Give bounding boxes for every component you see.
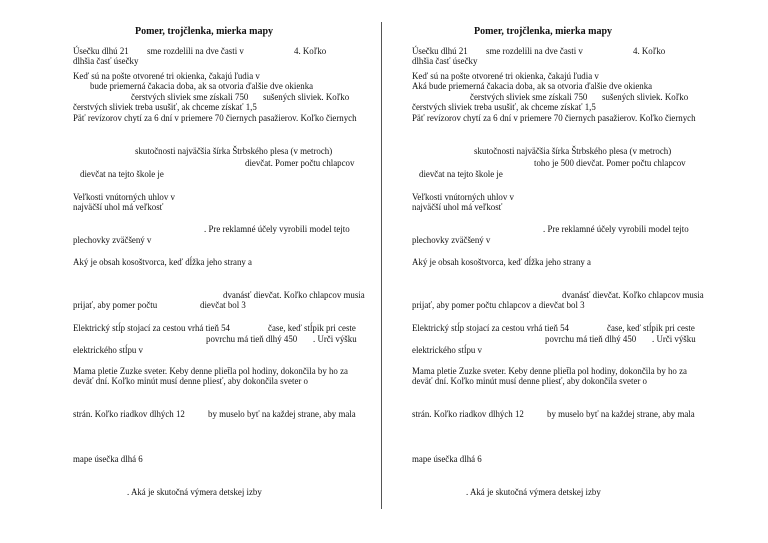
text-line: Úsečku dlhú 21 — [412, 46, 468, 56]
text-line: Veľkosti vnútorných uhlov v — [73, 192, 175, 202]
page-divider — [381, 22, 382, 509]
text-line: povrchu má tieň dlhý 450 — [545, 334, 637, 344]
text-line: Mama pletie Zuzke sveter. Keby denne pliet̄la pol hodiny, dokončila by ho za — [73, 366, 348, 376]
text-line: mape úsečka dlhá 6 — [73, 454, 143, 464]
text-line: dievčat. Pomer počtu chlapcov — [245, 158, 355, 168]
text-line: Aká bude priemerná čakacia doba, ak sa otvoria ďalšie dve okienka — [412, 81, 653, 91]
text-line: sušených sliviek. Koľko — [602, 92, 689, 102]
text-line: Päť revízorov chytí za 6 dní v priemere 70 čiernych pasažierov. Koľko čiernych — [73, 113, 357, 123]
page-title: Pomer, trojčlenka, mierka mapy — [134, 26, 274, 37]
text-line: . Pre reklamné účely vyrobili model tejto — [204, 224, 350, 234]
text-line: sušených sliviek. Koľko — [263, 92, 350, 102]
text-line: strán. Koľko riadkov dlhých 12 — [73, 409, 185, 419]
text-line: Mama pletie Zuzke sveter. Keby denne pliet̄la pol hodiny, dokončila by ho za — [412, 366, 687, 376]
text-line: Veľkosti vnútorných uhlov v — [412, 192, 514, 202]
text-line: dvanásť dievčat. Koľko chlapcov musia — [223, 290, 365, 300]
text-line: čase, keď stĺpik pri ceste — [607, 323, 695, 333]
text-line: plechovky zväčšený v — [412, 235, 491, 245]
text-line: mape úsečka dlhá 6 — [412, 454, 482, 464]
text-line: dievčat na tejto škole je — [419, 169, 503, 179]
text-line: prijať, aby pomer počtu chlapcov a dievčat bol 3 — [412, 300, 585, 310]
text-line: Aký je obsah kosoštvorca, keď dĺžka jeho strany a — [412, 257, 591, 267]
text-line: . Urči výšku — [313, 334, 357, 344]
text-line: dlhšia časť úsečky — [73, 56, 139, 66]
text-line: Elektrický stĺp stojací za cestou vrhá tieň 54 — [73, 323, 230, 333]
text-line: Päť revízorov chytí za 6 dní v priemere 70 čiernych pasažierov. Koľko čiernych — [412, 113, 696, 123]
page-title: Pomer, trojčlenka, mierka mapy — [473, 26, 613, 37]
text-line: . Aká je skutočná výmera detskej izby — [466, 487, 601, 497]
text-line: deväť dní. Koľko minút musí denne pliesť, aby dokončila sveter o — [73, 376, 308, 386]
text-line: by muselo byť na každej strane, aby mala — [547, 409, 695, 419]
text-line: elektrického stĺpu v — [73, 345, 143, 355]
text-line: najväčší uhol má veľkosť — [73, 202, 164, 212]
text-line: Aký je obsah kosoštvorca, keď dĺžka jeho strany a — [73, 257, 252, 267]
text-line: 4. Koľko — [294, 46, 327, 56]
text-line: čerstvých sliviek sme získali 750 — [131, 92, 249, 102]
text-line: deväť dní. Koľko minút musí denne pliesť, aby dokončila sveter o — [412, 376, 647, 386]
text-line: Keď sú na pošte otvorené tri okienka, čakajú ľudia v — [412, 71, 599, 81]
text-line: strán. Koľko riadkov dlhých 12 — [412, 409, 524, 419]
text-line: skutočnosti najväčšia šírka Štrbského plesa (v metroch) — [474, 146, 672, 156]
text-line: toho je 500 dievčat. Pomer počtu chlapcov — [534, 158, 686, 168]
text-line: Elektrický stĺp stojací za cestou vrhá tieň 54 — [412, 323, 569, 333]
text-line: plechovky zväčšený v — [73, 235, 152, 245]
text-line: dlhšia časť úsečky — [412, 56, 478, 66]
text-line: bude priemerná čakacia doba, ak sa otvoria ďalšie dve okienka — [90, 81, 314, 91]
text-line: najväčší uhol má veľkosť — [412, 202, 503, 212]
text-line: dvanásť dievčat. Koľko chlapcov musia — [562, 290, 704, 300]
text-line: povrchu má tieň dlhý 450 — [206, 334, 298, 344]
left-page — [73, 0, 373, 543]
text-line: prijať, aby pomer počtu — [73, 300, 158, 310]
text-line: sme rozdelili na dve časti v — [147, 46, 244, 56]
text-line: čerstvých sliviek sme získali 750 — [470, 92, 588, 102]
text-line: sme rozdelili na dve časti v — [486, 46, 583, 56]
text-line: by muselo byť na každej strane, aby mala — [208, 409, 356, 419]
text-line: Úsečku dlhú 21 — [73, 46, 129, 56]
text-line: čase, keď stĺpik pri ceste — [268, 323, 356, 333]
text-line: čerstvých sliviek treba usušiť, ak chceme získať 1,5 — [73, 102, 257, 112]
text-line: Keď sú na pošte otvorené tri okienka, čakajú ľudia v — [73, 71, 260, 81]
text-line: čerstvých sliviek treba usušiť, ak chceme získať 1,5 — [412, 102, 596, 112]
text-line: dievčat bol 3 — [200, 300, 246, 310]
text-line: . Pre reklamné účely vyrobili model tejto — [543, 224, 689, 234]
text-line: skutočnosti najväčšia šírka Štrbského plesa (v metroch) — [135, 146, 333, 156]
right-page — [412, 0, 712, 543]
text-line: elektrického stĺpu v — [412, 345, 482, 355]
text-line: dievčat na tejto škole je — [80, 169, 164, 179]
text-line: . Urči výšku — [652, 334, 696, 344]
text-line: . Aká je skutočná výmera detskej izby — [127, 487, 262, 497]
text-line: 4. Koľko — [633, 46, 666, 56]
